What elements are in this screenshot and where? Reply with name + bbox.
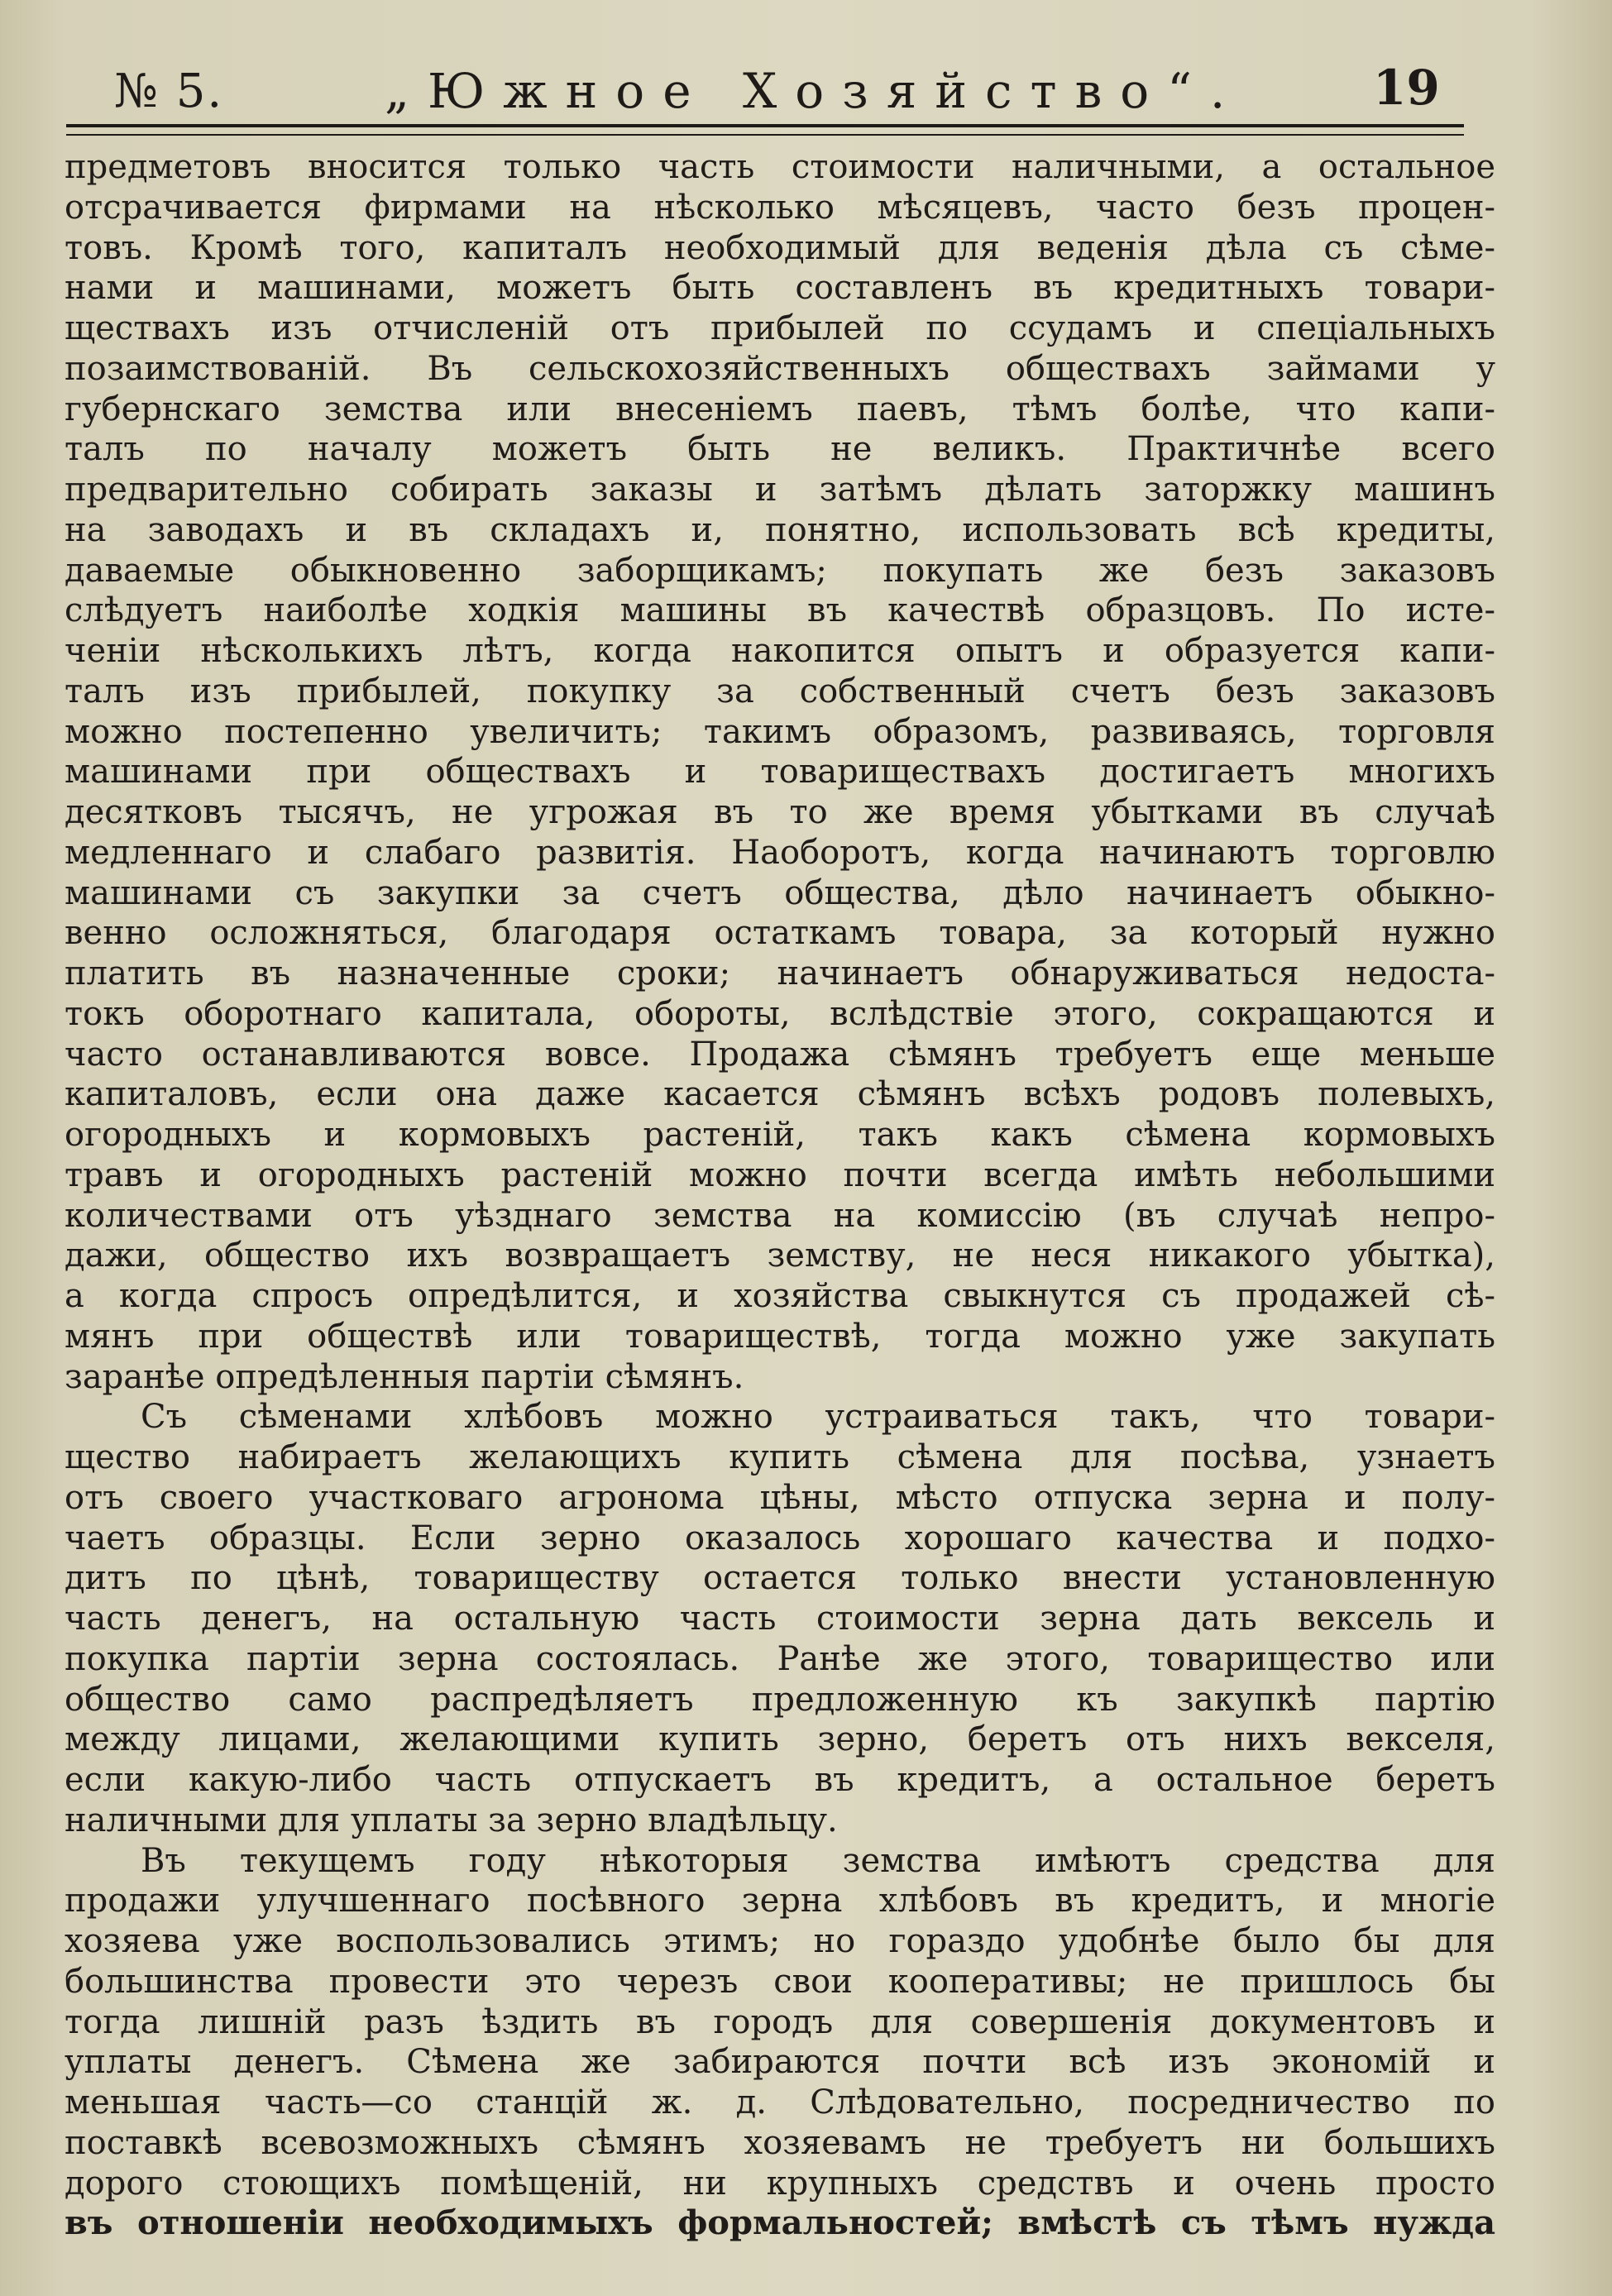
text-line: отсрачивается фирмами на нѣсколько мѣсяцевъ, часто безъ процен- — [65, 188, 1495, 227]
text-line: дажи, общество ихъ возвращаетъ земству, не неся никакого убытка), — [65, 1236, 1495, 1275]
text-line: продажи улучшеннаго посѣвного зерна хлѣбовъ въ кредитъ, и многіе — [65, 1882, 1495, 1921]
header-rule-bottom — [66, 134, 1464, 136]
text-line: талъ по началу можетъ быть не великъ. Практичнѣе всего — [65, 430, 1495, 469]
text-line-last: въ отношеніи необходимыхъ формальностей; вмѣстѣ съ тѣмъ нужда — [65, 2203, 1495, 2243]
header-rule-top — [66, 124, 1464, 127]
text-line: травъ и огородныхъ растеній можно почти всегда имѣть небольшими — [65, 1155, 1495, 1194]
text-line: платить въ назначенные сроки; начинаетъ обнаруживаться недоста- — [65, 954, 1495, 993]
text-line: уплаты денегъ. Сѣмена же забираются почти всѣ изъ экономій и — [65, 2043, 1495, 2082]
text-line: губернскаго земства или внесеніемъ паевъ, тѣмъ болѣе, что капи- — [65, 390, 1495, 428]
text-line: позаимствованій. Въ сельскохозяйственныхъ обществахъ займами у — [65, 349, 1495, 388]
text-line: часть денегъ, на остальную часть стоимости зерна дать вексель и — [65, 1600, 1495, 1638]
text-line: покупка партіи зерна состоялась. Ранѣе же этого, товарищество или — [65, 1639, 1495, 1678]
text-line: чаетъ образцы. Если зерно оказалось хорошаго качества и подхо- — [65, 1519, 1495, 1557]
text-line: огородныхъ и кормовыхъ растеній, такъ какъ сѣмена кормовыхъ — [65, 1116, 1495, 1154]
text-line: меньшая часть—со станцій ж. д. Слѣдовательно, посредничество по — [65, 2083, 1495, 2121]
text-line: можно постепенно увеличить; такимъ образомъ, развиваясь, торговля — [65, 712, 1495, 751]
text-line: отъ своего участковаго агронома цѣны, мѣсто отпуска зерна и полу- — [65, 1478, 1495, 1517]
text-line: тогда лишній разъ ѣздить въ городъ для совершенія документовъ и — [65, 2002, 1495, 2041]
text-line: медленнаго и слабаго развитія. Наоборотъ, когда начинаютъ торговлю — [65, 833, 1495, 872]
journal-title: „Южное Хозяйство“. — [385, 63, 1244, 119]
text-line: нами и машинами, можетъ быть составленъ въ кредитныхъ товари- — [65, 269, 1495, 308]
page-number: 19 — [1373, 60, 1440, 116]
text-line: капиталовъ, если она даже касается сѣмянъ всѣхъ родовъ полевыхъ, — [65, 1075, 1495, 1114]
text-line: предметовъ вносится только часть стоимости наличными, а остальное — [65, 148, 1495, 186]
text-line: товъ. Кромѣ того, капиталъ необходимый для веденія дѣла съ сѣме- — [65, 228, 1495, 267]
text-line: часто останавливаются вовсе. Продажа сѣмянъ требуетъ еще меньше — [65, 1035, 1495, 1074]
text-line: количествами отъ уѣзднаго земства на комиссію (въ случаѣ непро- — [65, 1196, 1495, 1235]
text-line: щество набираетъ желающихъ купить сѣмена для посѣва, узнаетъ — [65, 1438, 1495, 1476]
text-line: даваемые обыкновенно заборщикамъ; покупать же безъ заказовъ — [65, 551, 1495, 590]
paragraph-start-line: Въ текущемъ году нѣкоторыя земства имѣютъ средства для — [141, 1841, 1495, 1880]
body-text — [65, 147, 1495, 2244]
paragraph-end-line: заранѣе опредѣленныя партіи сѣмянъ. — [65, 1357, 744, 1396]
text-line: токъ оборотнаго капитала, обороты, вслѣдствіе этого, сокращаются и — [65, 994, 1495, 1033]
text-line: на заводахъ и въ складахъ и, понятно, использовать всѣ кредиты, — [65, 510, 1495, 549]
paragraph-start-line: Съ сѣменами хлѣбовъ можно устраиваться такъ, что товари- — [141, 1398, 1495, 1437]
text-line: машинами съ закупки за счетъ общества, дѣло начинаетъ обыкно- — [65, 873, 1495, 912]
text-line: ществахъ изъ отчисленій отъ прибылей по ссудамъ и спеціальныхъ — [65, 309, 1495, 347]
text-line: хозяева уже воспользовались этимъ; но гораздо удобнѣе было бы для — [65, 1922, 1495, 1960]
issue-number: № 5. — [114, 65, 224, 118]
page-header — [99, 60, 1464, 122]
text-line: общество само распредѣляетъ предложенную къ закупкѣ партію — [65, 1680, 1495, 1719]
text-line: если какую-либо часть отпускаетъ въ кредитъ, а остальное беретъ — [65, 1761, 1495, 1799]
text-line: дитъ по цѣнѣ, товариществу остается только внести установленную — [65, 1559, 1495, 1598]
text-line: дорого стоющихъ помѣщеній, ни крупныхъ средствъ и очень просто — [65, 2164, 1495, 2203]
text-line: мянъ при обществѣ или товариществѣ, тогда можно уже закупать — [65, 1317, 1495, 1356]
text-line: а когда спросъ опредѣлится, и хозяйства свыкнутся съ продажей сѣ- — [65, 1277, 1495, 1315]
text-line: венно осложняться, благодаря остаткамъ товара, за который нужно — [65, 914, 1495, 953]
text-line: талъ изъ прибылей, покупку за собственный счетъ безъ заказовъ — [65, 672, 1495, 710]
text-line: поставкѣ всевозможныхъ сѣмянъ хозяевамъ не требуетъ ни большихъ — [65, 2123, 1495, 2162]
text-line: машинами при обществахъ и товариществахъ достигаетъ многихъ — [65, 753, 1495, 792]
text-line: слѣдуетъ наиболѣе ходкія машины въ качествѣ образцовъ. По исте- — [65, 591, 1495, 630]
text-line: между лицами, желающими купить зерно, беретъ отъ нихъ векселя, — [65, 1720, 1495, 1759]
text-line: предварительно собирать заказы и затѣмъ дѣлать заторжку машинъ — [65, 471, 1495, 509]
text-line: ченіи нѣсколькихъ лѣтъ, когда накопится опытъ и образуется капи- — [65, 632, 1495, 670]
paragraph-end-line: наличными для уплаты за зерно владѣльцу. — [65, 1801, 838, 1839]
text-line: десятковъ тысячъ, не угрожая въ то же время убытками въ случаѣ — [65, 793, 1495, 831]
text-line: большинства провести это черезъ свои кооперативы; не пришлось бы — [65, 1962, 1495, 2001]
